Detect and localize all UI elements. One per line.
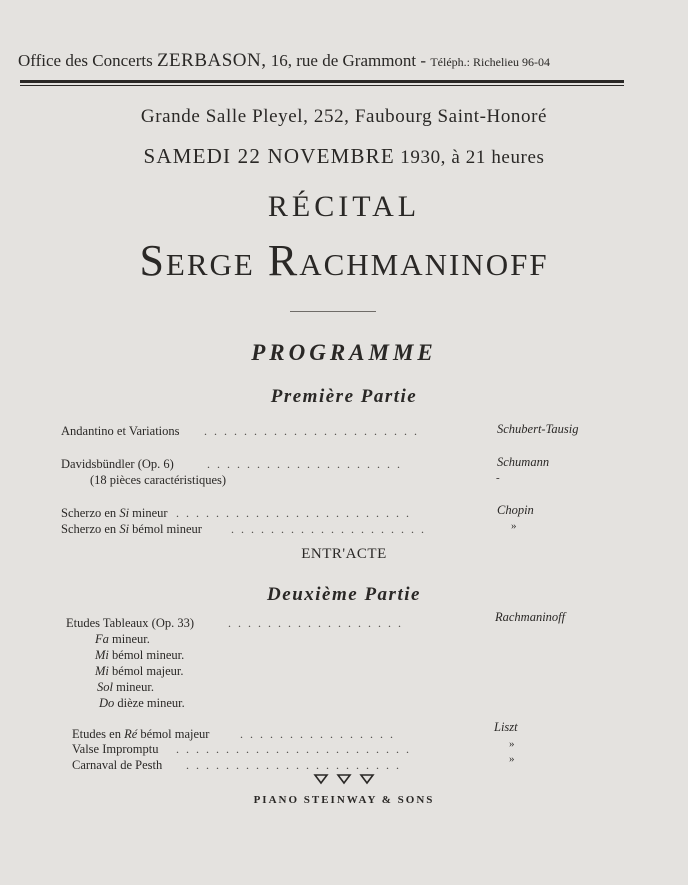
title-part: Scherzo en [61,506,120,520]
program-item-title: Etudes Tableaux (Op. 33) [66,616,195,630]
key-name: Sol [97,680,113,694]
program-item-composer: Liszt [494,720,518,734]
ornament-triangles [0,771,688,786]
concert-date [0,144,688,169]
leader-dots: . . . . . . . . . . . . . . . . . . . . [231,522,426,536]
program-item-composer: Chopin [497,503,534,517]
date-rest: 1930, à 21 heures [400,147,545,168]
header-rule-thin [20,85,624,86]
program-item-title: Andantino et Variations [61,424,180,438]
etude-key [95,648,184,663]
key-mode: dièze mineur. [114,696,185,710]
program-item-composer: Rachmaninoff [495,610,566,624]
etude-key [95,632,150,647]
ditto-mark: » [511,520,517,532]
key-name: Do [99,696,115,710]
ditto-mark: » [509,738,515,750]
program-item-composer: Schubert-Tausig [497,422,579,436]
program-item-title: Valse Impromptu [72,742,159,756]
title-part: mineur [129,506,168,520]
etude-key [97,680,154,695]
key-mode: mineur. [108,632,150,646]
title-key: Si [119,506,130,520]
part1-heading: Première Partie [270,386,418,407]
office-prefix: Office des Concerts [18,51,153,70]
title-key: Si [119,522,130,536]
entracte-label: ENTR'ACTE [301,546,387,562]
office-name: ZERBASON, [156,50,267,71]
title-part: Scherzo en [61,522,120,536]
triangle-ornament-icon [313,773,375,785]
title-part: Etudes en [72,727,125,741]
key-name: Fa [95,632,109,646]
leader-dots: . . . . . . . . . . . . . . . . . . . . [207,457,402,471]
leader-dots: . . . . . . . . . . . . . . . . . . . . . . [186,758,401,772]
venue-hall: Grande Salle Pleyel, 252, Faubourg Saint-Honoré [140,106,548,127]
key-mode: bémol majeur. [108,664,184,678]
ditto-mark: - [496,472,500,484]
leader-dots: . . . . . . . . . . . . . . . . . . . . . . . . [176,742,411,756]
program-item-subtitle: (18 pièces caractéristiques) [90,473,227,487]
programme-heading: PROGRAMME [251,340,437,365]
leader-dots: . . . . . . . . . . . . . . . . . . . . . . . . [176,506,411,520]
etude-key [99,696,185,711]
program-item-title: Carnaval de Pesth [72,758,163,772]
title-divider [290,311,376,312]
recital-title: RÉCITAL [267,190,421,223]
key-mode: bémol mineur. [108,648,185,662]
leader-dots: . . . . . . . . . . . . . . . . . . [228,616,403,630]
office-address: 16, rue de Grammont - [270,51,427,70]
artist-name: Serge Rachmaninoff [139,236,549,285]
part2-heading: Deuxième Partie [267,584,421,605]
title-part: bémol mineur [129,522,202,536]
program-item-composer: Schumann [497,455,550,469]
key-name: Mi [95,664,109,678]
leader-dots: . . . . . . . . . . . . . . . . [240,727,395,741]
office-phone: Téléph.: Richelieu 96-04 [430,55,550,69]
program-item-title [61,522,202,537]
date-caps: SAMEDI 22 NOVEMBRE [143,144,395,168]
header-rule-thick [20,80,624,83]
piano-credit: PIANO STEINWAY & SONS [253,794,435,806]
program-item-title: Davidsbündler (Op. 6) [61,457,174,471]
title-key: Ré [124,727,138,741]
program-item-title [72,727,209,742]
key-mode: mineur. [112,680,154,694]
ditto-mark: » [509,753,515,765]
office-header [18,50,638,72]
title-part: bémol majeur [137,727,210,741]
key-name: Mi [95,648,109,662]
leader-dots: . . . . . . . . . . . . . . . . . . . . . . [204,424,419,438]
etude-key [95,664,184,679]
program-item-title [61,506,168,521]
